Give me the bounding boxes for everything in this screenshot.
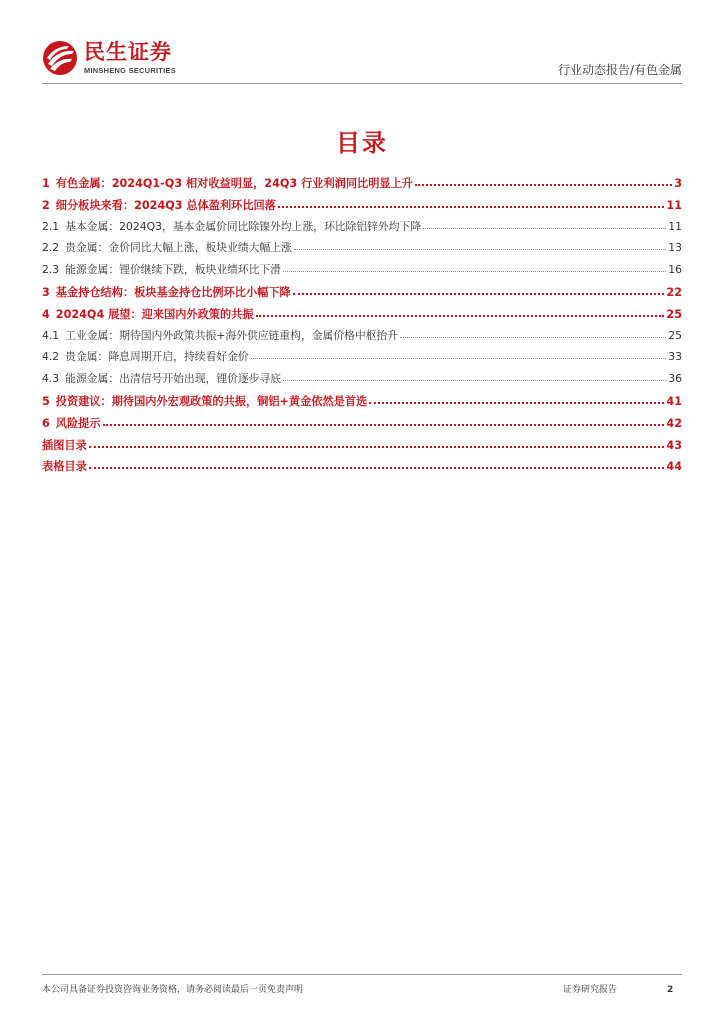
toc-dot-leader — [251, 346, 667, 359]
toc-entry-number: 1 — [42, 177, 50, 190]
page-header — [42, 38, 682, 84]
toc-entry-page: 36 — [668, 372, 682, 386]
toc-dot-leader — [283, 259, 666, 272]
logo-english-name: MINSHENG SECURITIES — [84, 66, 176, 75]
footer-page-number: 2 — [667, 985, 674, 995]
toc-title: 目录 — [336, 129, 388, 157]
footer-disclaimer: 本公司具备证券投资咨询业务资格，请务必阅读最后一页免责声明 — [42, 985, 304, 995]
toc-entry[interactable] — [42, 195, 682, 217]
toc-entry-page: 25 — [666, 307, 682, 321]
toc-entry-number: 4.1 — [42, 328, 60, 342]
toc-entry-page: 3 — [674, 177, 682, 190]
toc-entry-number: 2.3 — [42, 263, 60, 277]
toc-entry-title: 有色金属：2024Q1-Q3 相对收益明显，24Q3 行业利润同比明显上升 — [55, 177, 413, 190]
toc-entry[interactable] — [42, 435, 682, 457]
toc-dot-leader — [369, 390, 664, 404]
toc-entry-page: 13 — [668, 241, 682, 255]
toc-entry-page: 42 — [666, 416, 682, 430]
toc-entry[interactable] — [42, 347, 682, 369]
toc-entry-title: 细分板块来看：2024Q3 总体盈利环比回落 — [55, 198, 276, 212]
toc-entry-number: 4.2 — [42, 350, 60, 364]
toc-entry-page: 41 — [666, 394, 682, 408]
toc-entry-title: 2024Q4 展望：迎来国内外政策的共振 — [55, 307, 254, 321]
toc-entry-number: 4 — [42, 307, 50, 321]
toc-entry[interactable] — [42, 304, 682, 326]
toc-entry[interactable] — [42, 391, 682, 413]
toc-entry-title: 插图目录 — [42, 438, 87, 452]
toc-dot-leader — [283, 368, 666, 381]
toc-entry-number: 4.3 — [42, 372, 60, 386]
header-divider — [42, 83, 682, 84]
toc-entry-page: 44 — [666, 460, 682, 474]
toc-dot-leader — [256, 303, 665, 317]
minsheng-logo — [42, 38, 242, 82]
toc-dot-leader — [415, 172, 672, 186]
toc-entry-title: 工业金属：期待国内外政策共振+海外供应链重构，金属价格中枢抬升 — [65, 328, 399, 342]
toc-entry[interactable] — [42, 456, 682, 478]
toc-entry-number: 2 — [42, 198, 50, 212]
logo-chinese-name: 民生证券 — [84, 40, 172, 64]
toc-dot-leader — [89, 434, 665, 448]
toc-entry-page: 43 — [666, 438, 682, 452]
toc-entry-title: 能源金属：锂价继续下跌，板块业绩环比下滑 — [65, 263, 282, 277]
report-type-label: 行业动态报告/有色金属 — [557, 63, 682, 77]
toc-entry[interactable] — [42, 413, 682, 435]
toc-entry-page: 11 — [668, 219, 682, 233]
toc-entry-title: 贵金属：金价同比大幅上涨，板块业绩大幅上涨 — [65, 241, 292, 255]
toc-entry-number: 6 — [42, 416, 50, 430]
toc-entry-title: 基本金属：2024Q3，基本金属价同比除镍外均上涨，环比除铝锌外均下降 — [65, 219, 422, 233]
footer-doc-type: 证券研究报告 — [563, 985, 618, 995]
toc-dot-leader — [294, 237, 666, 250]
toc-entry[interactable] — [42, 369, 682, 391]
toc-dot-leader — [400, 325, 666, 338]
toc-entry[interactable] — [42, 173, 682, 195]
toc-entry-number: 2.1 — [42, 219, 60, 233]
toc-entry[interactable] — [42, 238, 682, 260]
minsheng-logo-icon — [42, 40, 78, 76]
toc-entry-page: 33 — [668, 350, 682, 364]
toc-dot-leader — [103, 412, 665, 426]
toc-entry[interactable] — [42, 260, 682, 282]
toc-entry-title: 风险提示 — [55, 416, 101, 430]
toc-entry[interactable] — [42, 326, 682, 348]
footer-divider — [42, 974, 682, 975]
toc-entry-title: 能源金属：出清信号开始出现，锂价逐步寻底 — [65, 372, 282, 386]
toc-dot-leader — [278, 194, 664, 208]
toc-dot-leader — [423, 216, 666, 229]
toc-entry-page: 11 — [666, 198, 682, 212]
toc-entry[interactable] — [42, 282, 682, 304]
toc-entry-title: 投资建议：期待国内外宏观政策的共振，铜铝+黄金依然是首选 — [55, 394, 368, 408]
toc-dot-leader — [293, 281, 665, 295]
toc-entry-number: 3 — [42, 285, 50, 299]
toc-entry-page: 16 — [668, 263, 682, 277]
toc-entry[interactable] — [42, 217, 682, 239]
toc-entry-number: 5 — [42, 394, 50, 408]
table-of-contents — [42, 173, 682, 478]
toc-entry-page: 25 — [668, 328, 682, 342]
toc-dot-leader — [89, 455, 665, 469]
toc-entry-number: 2.2 — [42, 241, 60, 255]
toc-entry-title: 基金持仓结构：板块基金持仓比例环比小幅下降 — [55, 285, 291, 299]
toc-entry-title: 贵金属：降息周期开启，持续看好金价 — [65, 350, 249, 364]
toc-entry-title: 表格目录 — [42, 460, 87, 474]
toc-entry-page: 22 — [666, 285, 682, 299]
